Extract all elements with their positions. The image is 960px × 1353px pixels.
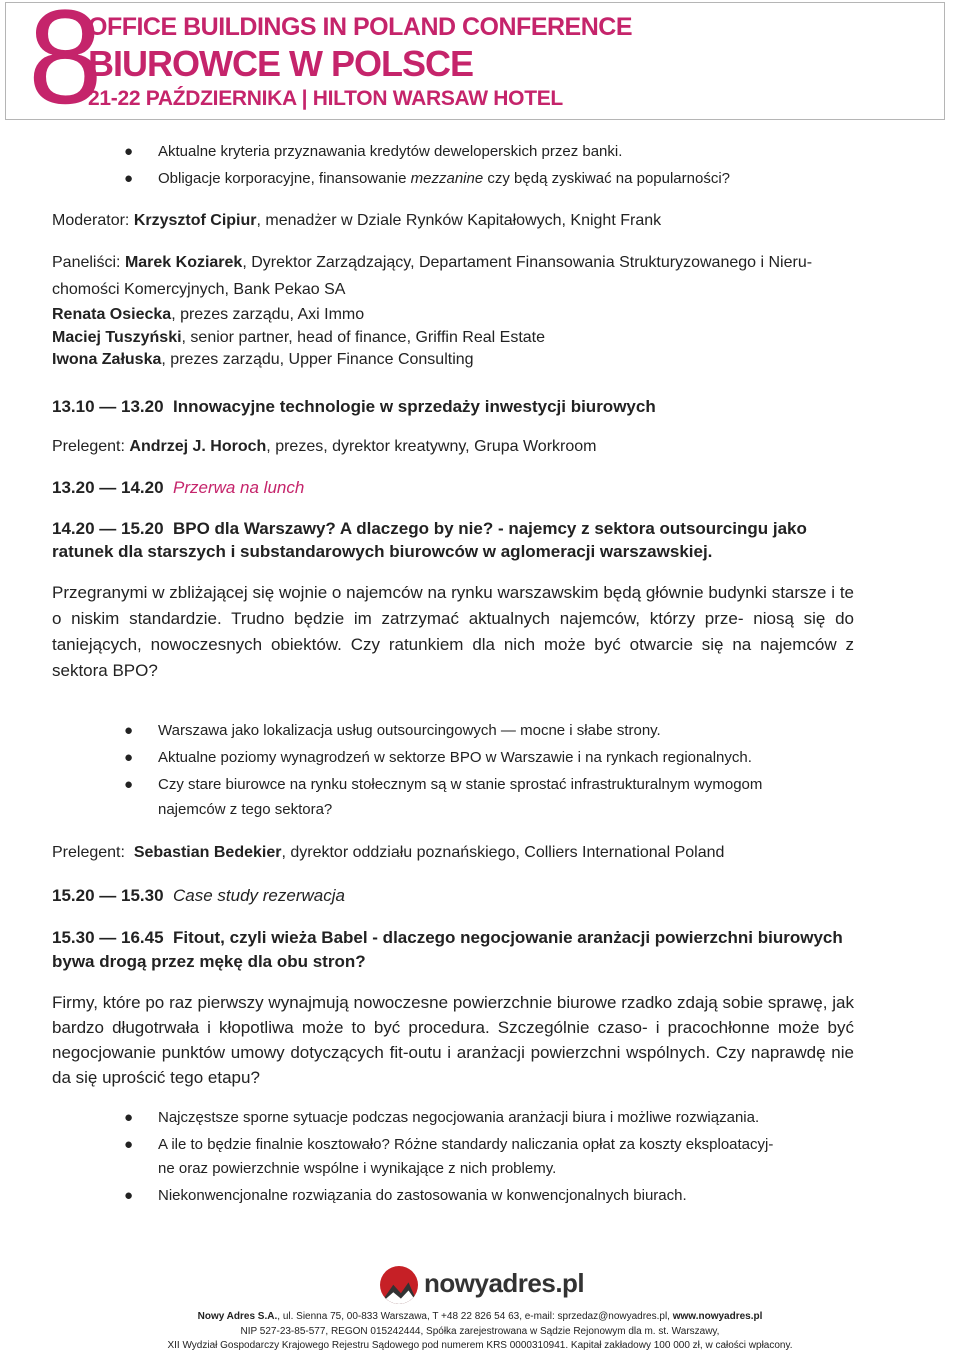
footer-address: Nowy Adres S.A., ul. Sienna 75, 00-833 Warszawa, T +48 22 826 54 63, e-mail: sprzedaz@nowyadres.pl, www.nowyadres.pl (197, 1311, 763, 1322)
banner-date-venue: 21-22 PAŹDZIERNIKA | HILTON WARSAW HOTEL (88, 87, 563, 110)
logo-text: nowyadres.pl (424, 1268, 585, 1298)
session-description: Firmy, które po raz pierwszy wynajmują nowoczesne powierzchnie biurowe rzadko zdają sobie sprawę, jak bardzo długotrwała i kłopotliwa może to być procedura. Szczególnie czaso- i pracochłonne może być negocjowanie punktów umowy dotyczących fit-outu i aranżacji powierzchni wspólnych. Czy naprawdę nie da się uprościć tego etapu? (52, 993, 854, 1087)
list-item: Niekonwencjonalne rozwiązania do zastosowania w konwencjonalnych biurach. (158, 1187, 687, 1204)
list-item: Czy stare biurowce na rynku stołecznym są w stanie sprostać infrastrukturalnym wymogom (158, 776, 763, 793)
list-item: Warszawa jako lokalizacja usług outsourcingowych — mocne i słabe strony. (158, 722, 661, 739)
website-link[interactable]: www.nowyadres.pl (672, 1311, 763, 1322)
footer-registration: NIP 527-23-85-577, REGON 015242444, Spółka zarejestrowana w Sądzie Rejonowym dla m. st. Warszawy, (240, 1326, 720, 1337)
session-heading: 13.20 — 14.20 Przerwa na lunch (52, 478, 305, 497)
session-heading: 14.20 — 15.20 BPO dla Warszawy? A dlaczego by nie? - najemcy z sektora outsourcingu jako (52, 519, 807, 538)
bullet-icon: ● (124, 1187, 134, 1204)
session-heading-cont: bywa drogą przez mękę dla obu stron? (52, 952, 366, 971)
panelist-line: Maciej Tuszyński, senior partner, head of finance, Griffin Real Estate (52, 329, 545, 346)
moderator-line: Moderator: Krzysztof Cipiur, menadżer w Dziale Rynków Kapitałowych, Knight Frank (52, 212, 662, 229)
banner-title-polish: BIUROWCE W POLSCE (88, 43, 473, 84)
list-item: Najczęstsze sporne sytuacje podczas negocjowania aranżacji biura i możliwe rozwiązania. (158, 1109, 760, 1126)
session-heading: 15.30 — 16.45 Fitout, czyli wieża Babel - dlaczego negocjowanie aranżacji powierzchni biurowych (52, 928, 843, 947)
conference-banner (5, 0, 945, 132)
bullet-icon: ● (124, 143, 134, 160)
banner-edition-number: 8 (28, 0, 99, 132)
panelist-line: Iwona Załuska, prezes zarządu, Upper Finance Consulting (52, 351, 474, 368)
list-item-cont: najemców z tego sektora? (158, 801, 333, 818)
list-item: A ile to będzie finalnie kosztowało? Różne standardy naliczania opłat za koszty eksploatacyj- (158, 1136, 774, 1153)
bullet-icon: ● (124, 749, 134, 766)
bullet-icon: ● (124, 776, 134, 793)
company-logo (380, 1266, 585, 1306)
panelist-line: Paneliści: Marek Koziarek, Dyrektor Zarządzający, Departament Finansowania Strukturyzowanego i Nieru- (52, 254, 813, 271)
footer-court: XII Wydział Gospodarczy Krajowego Rejestru Sądowego pod numerem KRS 0000310941. Kapitał zakładowy 100 000 zł, w całości wpłacony. (167, 1340, 793, 1351)
speaker-line: Prelegent: Sebastian Bedekier, dyrektor oddziału poznańskiego, Colliers International Poland (52, 844, 725, 861)
banner-title-english: OFFICE BUILDINGS IN POLAND CONFERENCE (88, 13, 633, 41)
panelist-line: Renata Osiecka, prezes zarządu, Axi Immo (52, 306, 365, 323)
bullet-icon: ● (124, 170, 134, 187)
bullet-icon: ● (124, 1136, 134, 1153)
list-item: Aktualne kryteria przyznawania kredytów deweloperskich przez banki. (158, 143, 623, 160)
session-heading: 13.10 — 13.20 Innowacyjne technologie w sprzedaży inwestycji biurowych (52, 397, 656, 416)
session-heading-cont: ratunek dla starszych i substandarowych biurowców w aglomeracji warszawskiej. (52, 542, 713, 561)
list-item: Obligacje korporacyjne, finansowanie mezzanine czy będą zyskiwać na popularności? (158, 170, 731, 187)
session-heading: 15.20 — 15.30 Case study rezerwacja (52, 886, 345, 905)
bullet-icon: ● (124, 722, 134, 739)
list-item-cont: ne oraz powierzchnie wspólne i wynikające z nich problemy. (158, 1160, 557, 1177)
session-description: Przegranymi w zbliżającej się wojnie o najemców na rynku warszawskim będą głównie budynki starsze i te o niskim standardzie. Trudno będzie im zatrzymać aktualnych najemców, którzy prze- niosą się do taniejących, nowoczesnych obiektów. Czy ratunkiem dla nich może być otwarcie się na najemców z sektora BPO? (52, 583, 854, 680)
speaker-line: Prelegent: Andrzej J. Horoch, prezes, dyrektor kreatywny, Grupa Workroom (52, 438, 597, 455)
bullet-icon: ● (124, 1109, 134, 1126)
panelist-line-cont: chomości Komercyjnych, Bank Pekao SA (52, 281, 346, 298)
list-item: Aktualne poziomy wynagrodzeń w sektorze BPO w Warszawie i na rynkach regionalnych. (158, 749, 752, 766)
mountain-logo-icon (380, 1266, 418, 1304)
